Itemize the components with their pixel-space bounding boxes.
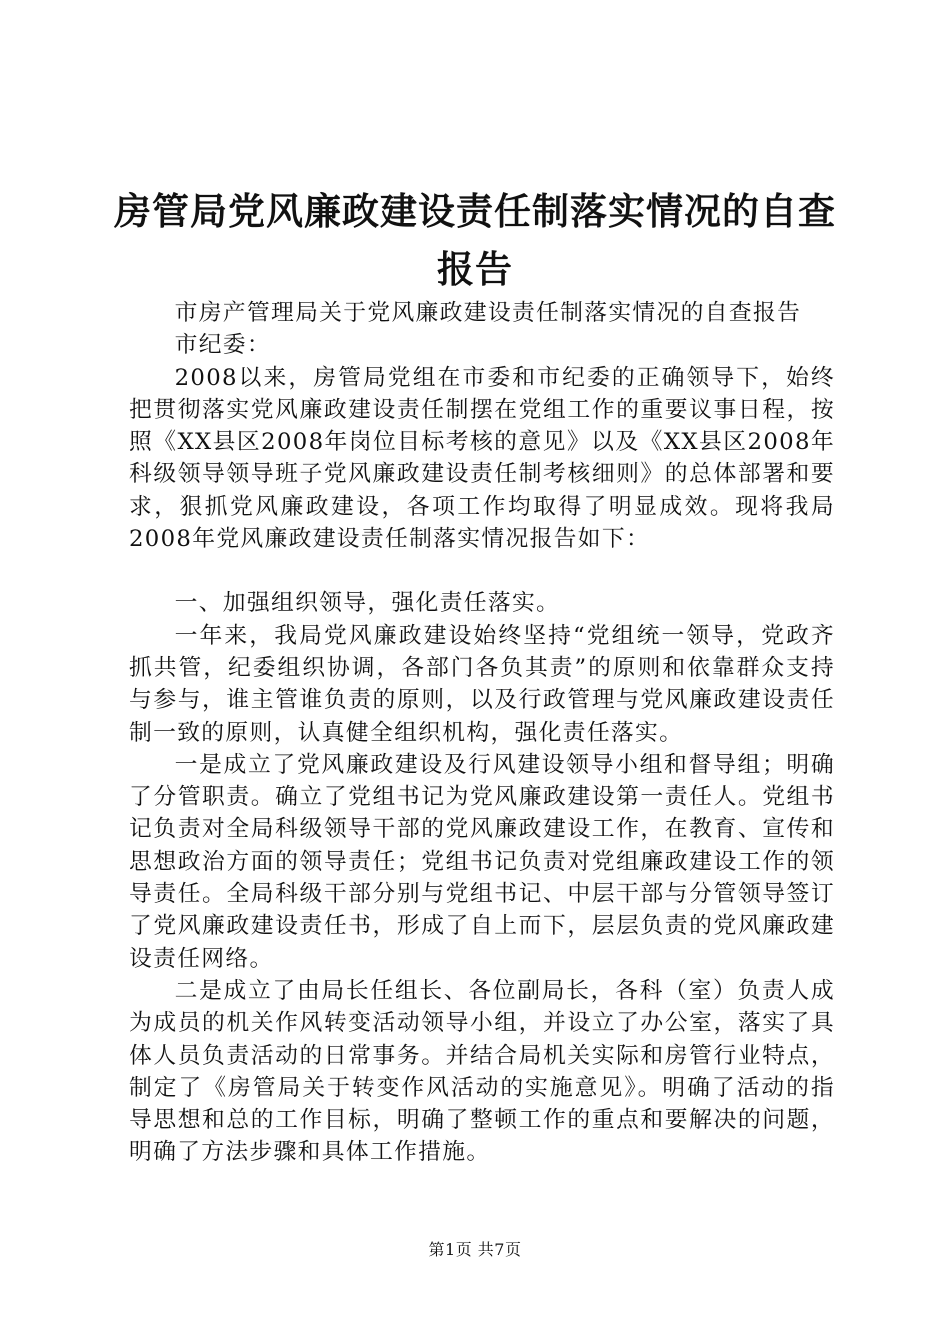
document-body: [129, 297, 835, 1169]
body-paragraph: 二是成立了由局长任组长、各位副局长，各科（室）负责人成为成员的机关作风转变活动领导小组，并设立了办公室，落实了具体人员负责活动的日常事务。并结合局机关实际和房管行业特点，制定了《房管局关于转变作风活动的实施意见》。明确了活动的指导思想和总的工作目标，明确了整顿工作的重点和要解决的问题，明确了方法步骤和具体工作措施。: [129, 977, 835, 1166]
intro-paragraph: 2008以来，房管局党组在市委和市纪委的正确领导下，始终把贯彻落实党风廉政建设责任制摆在党组工作的重要议事日程，按照《XX县区2008年岗位目标考核的意见》以及《XX县区2008年科级领导领导班子党风廉政建设责任制考核细则》的总体部署和要求，狠抓党风廉政建设，各项工作均取得了明显成效。现将我局2008年党风廉政建设责任制落实情况报告如下：: [129, 364, 835, 553]
document-title: 房管局党风廉政建设责任制落实情况的自查报告: [114, 189, 836, 291]
salutation-paragraph: 市纪委：: [174, 332, 271, 359]
body-paragraph: 一年来，我局党风廉政建设始终坚持“党组统一领导，党政齐抓共管，纪委组织协调，各部门各负其责”的原则和依靠群众支持与参与，谁主管谁负责的原则，以及行政管理与党风廉政建设责任制一致的原则，认真健全组织机构，强化责任落实。: [129, 622, 835, 746]
body-paragraph: 一是成立了党风廉政建设及行风建设领导小组和督导组；明确了分管职责。确立了党组书记为党风廉政建设第一责任人。党组书记负责对全局科级领导干部的党风廉政建设工作，在教育、宣传和思想政治方面的领导责任；党组书记负责对党组廉政建设工作的领导责任。全局科级干部分别与党组书记、中层干部与分管领导签订了党风廉政建设责任书，形成了自上而下，层层负责的党风廉政建设责任网络。: [129, 751, 835, 972]
subtitle-paragraph: 市房产管理局关于党风廉政建设责任制落实情况的自查报告: [174, 300, 802, 326]
section-heading: 一、加强组织领导，强化责任落实。: [174, 590, 561, 617]
page-footer: 第1页 共7页: [428, 1240, 522, 1259]
